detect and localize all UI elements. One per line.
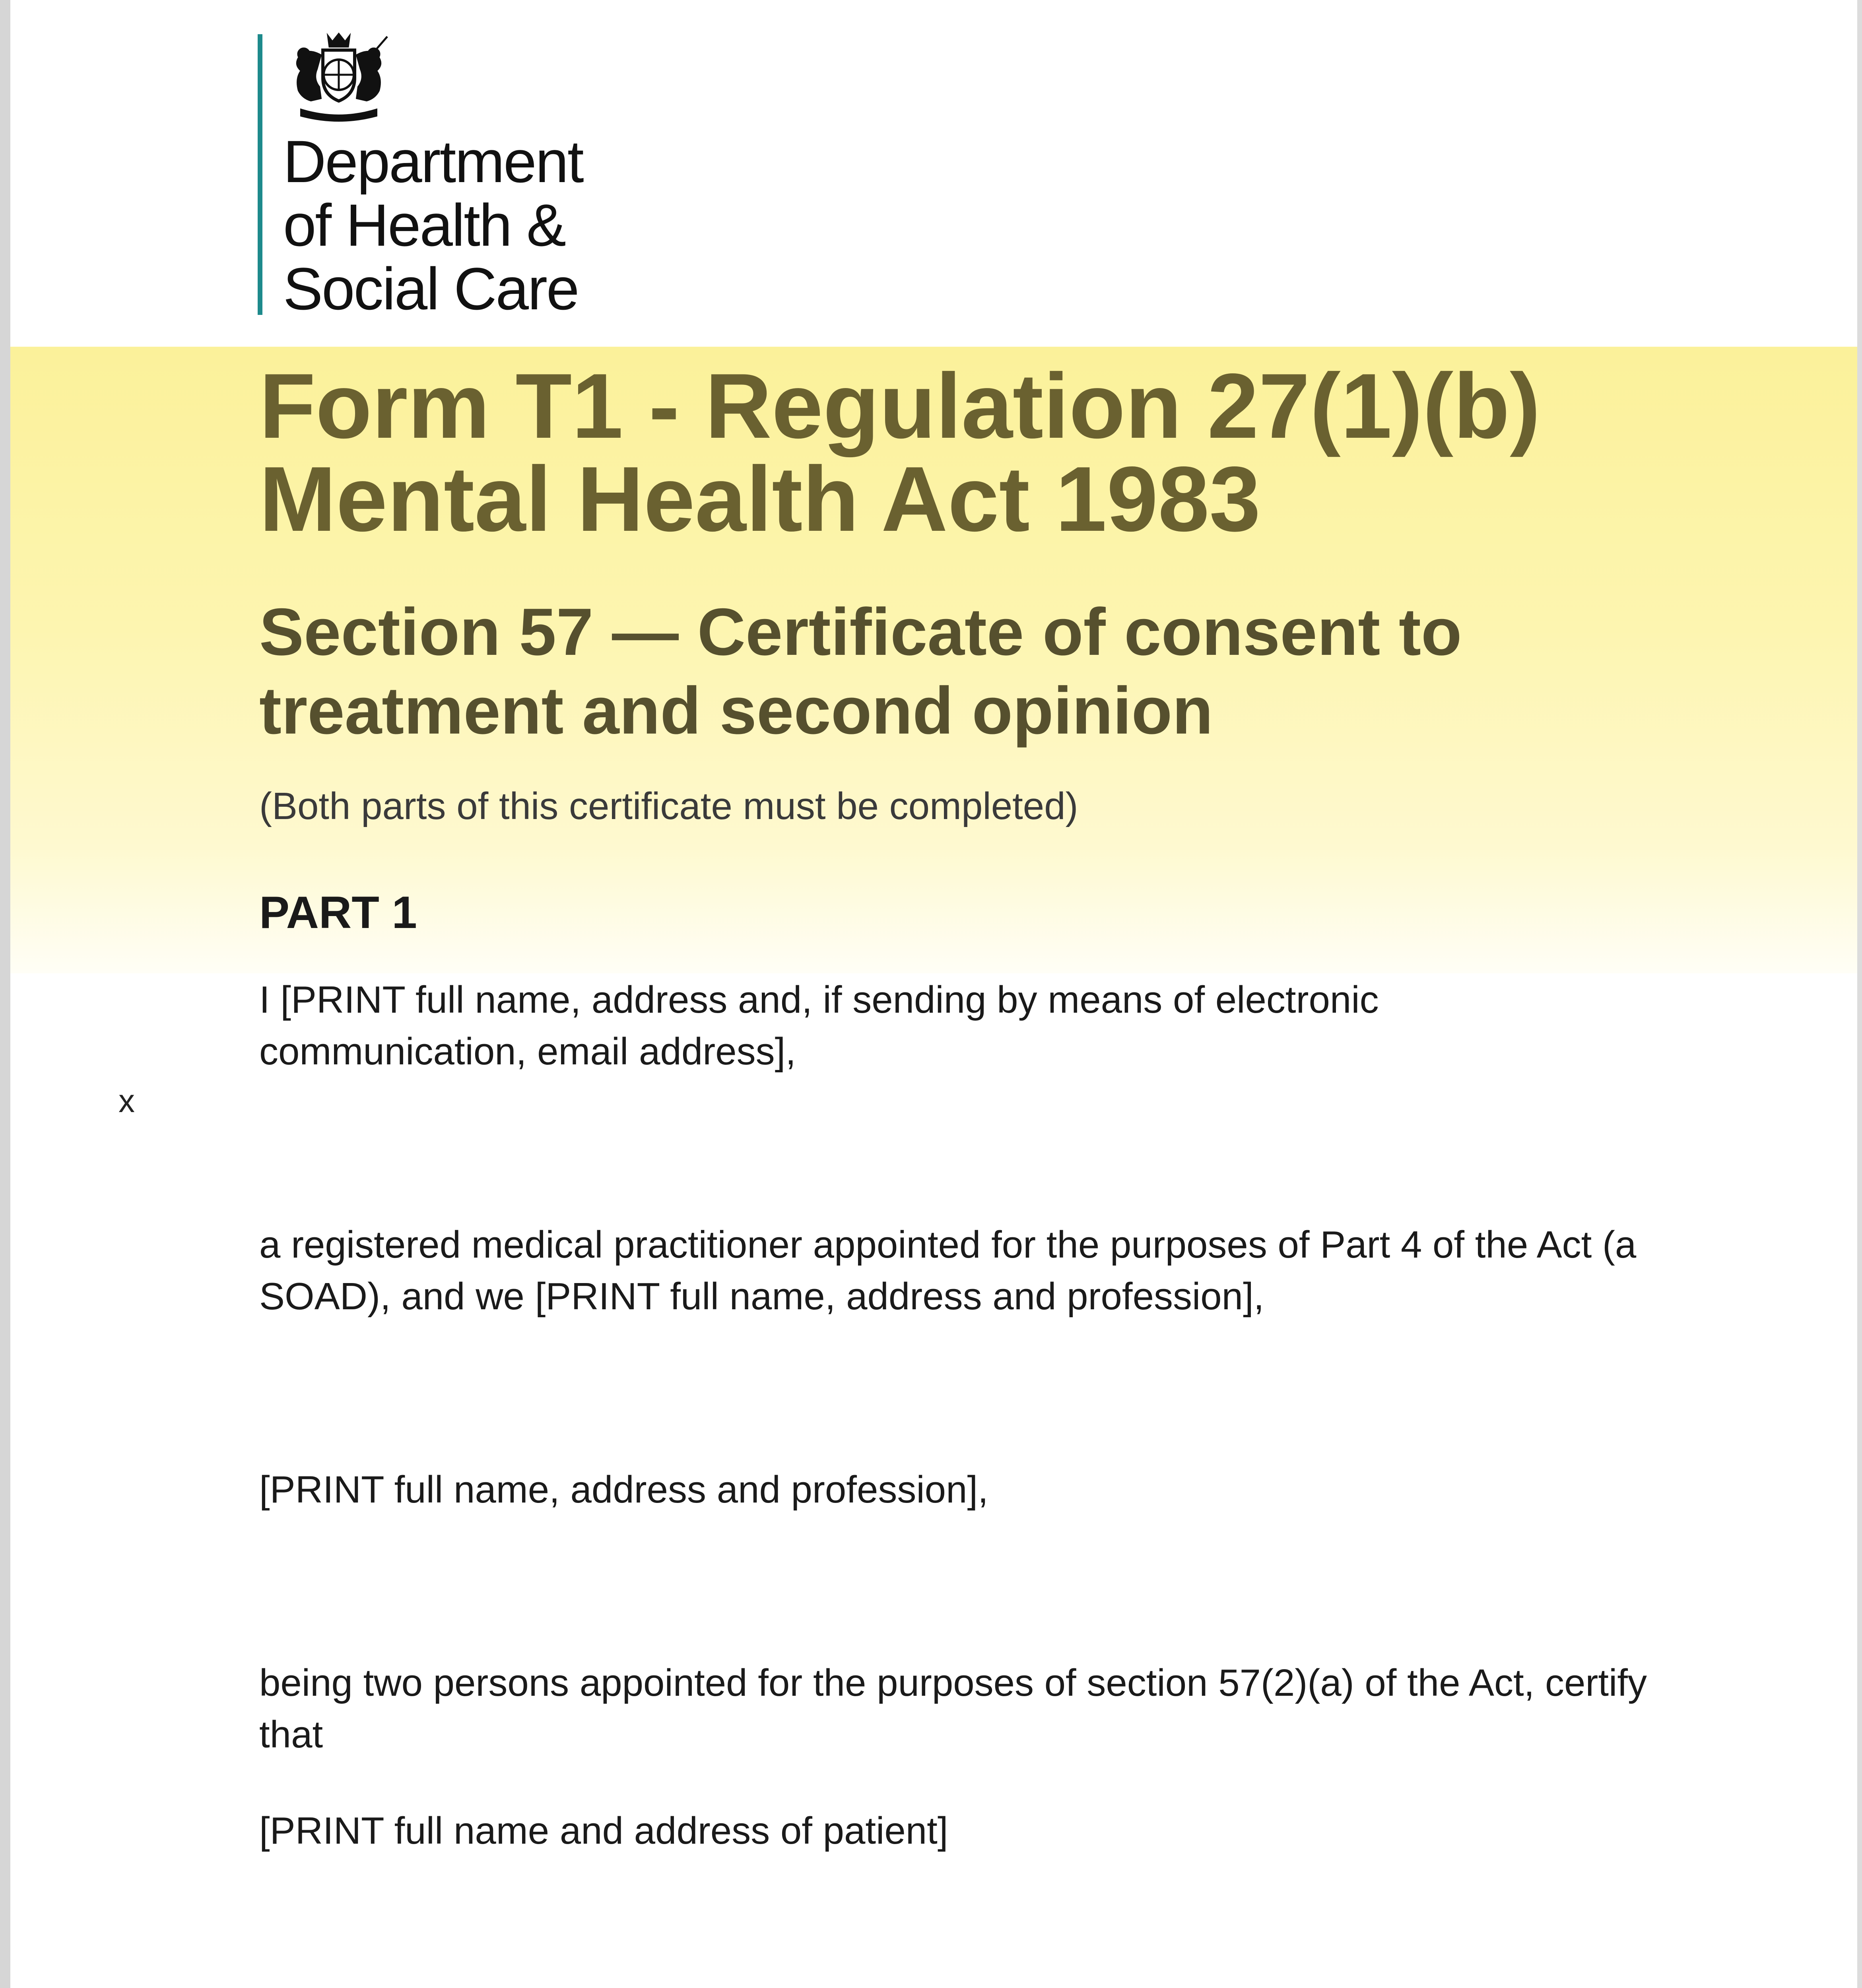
soad-appointment-line-2: SOAD), and we [PRINT full name, address and profession], (259, 1275, 1264, 1318)
logo-line-1: Department (283, 128, 583, 195)
form-title-line-1: Form T1 - Regulation 27(1)(b) (259, 355, 1541, 458)
margin-mark: x (118, 1083, 135, 1119)
form-title-line-2: Mental Health Act 1983 (259, 448, 1261, 551)
page-edge-right (1857, 0, 1862, 1988)
completion-note: (Both parts of this certificate must be completed) (259, 785, 1078, 827)
certification-line-1: being two persons appointed for the purposes of section 57(2)(a) of the Act, certify (259, 1662, 1647, 1704)
patient-name-instruction (259, 1805, 1691, 1857)
logo-rule (258, 34, 262, 315)
soad-name-instruction-line-2: communication, email address], (259, 1030, 796, 1073)
page-edge-left (0, 0, 10, 1988)
form-title (259, 355, 1770, 551)
patient-name-instruction-line: [PRINT full name and address of patient] (259, 1809, 948, 1852)
second-person-instruction (259, 1464, 1691, 1516)
soad-name-instruction-line-1: I [PRINT full name, address and, if sending by means of electronic (259, 978, 1379, 1021)
soad-appointment-statement (259, 1219, 1691, 1322)
department-logo-text (283, 130, 583, 320)
form-subtitle-line-2: treatment and second opinion (259, 673, 1213, 748)
certification-statement (259, 1657, 1691, 1761)
certification-line-2: that (259, 1713, 323, 1756)
soad-appointment-line-1: a registered medical practitioner appointed for the purposes of Part 4 of the Act (a (259, 1223, 1637, 1266)
soad-name-instruction (259, 974, 1691, 1077)
form-subtitle-line-1: Section 57 — Certificate of consent to (259, 594, 1462, 669)
royal-crest-icon (283, 31, 394, 122)
part-1-heading: PART 1 (259, 887, 417, 938)
logo-line-2: of Health & (283, 192, 565, 258)
form-subtitle (259, 592, 1770, 750)
second-person-instruction-line: [PRINT full name, address and profession], (259, 1468, 988, 1511)
logo-line-3: Social Care (283, 255, 579, 322)
